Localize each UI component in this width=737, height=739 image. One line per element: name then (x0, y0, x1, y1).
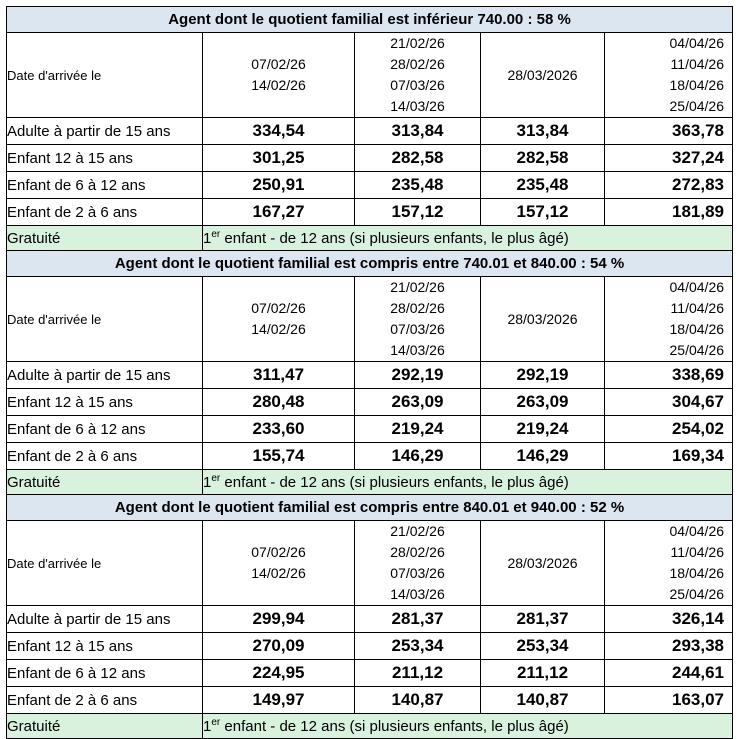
date-value: 04/04/26 (669, 523, 725, 539)
dates-row (7, 277, 733, 362)
ordinal-number: 1 (203, 229, 212, 247)
rate-table-2 (6, 250, 733, 495)
date-cell-2 (355, 277, 481, 362)
row-label: Enfant 12 à 15 ans (7, 389, 203, 416)
dates-row (7, 521, 733, 606)
date-value: 14/03/26 (390, 586, 445, 602)
free-row (7, 226, 733, 251)
price-cell: 157,12 (481, 199, 605, 226)
table-title: Agent dont le quotient familial est compris entre 840.01 et 940.00 : 52 % (7, 495, 733, 521)
table-row (7, 389, 733, 416)
ordinal-number: 1 (203, 473, 212, 491)
row-label: Enfant de 6 à 12 ans (7, 660, 203, 687)
price-cell: 282,58 (355, 145, 481, 172)
date-cell-1 (203, 33, 355, 118)
ordinal-number: 1 (203, 717, 212, 735)
date-cell-1 (203, 277, 355, 362)
date-value: 18/04/26 (669, 565, 725, 581)
table-row (7, 362, 733, 389)
date-value: 11/04/26 (670, 300, 725, 316)
row-label: Adulte à partir de 15 ans (7, 362, 203, 389)
price-cell: 293,38 (605, 633, 733, 660)
dates-row (7, 33, 733, 118)
price-cell: 253,34 (355, 633, 481, 660)
free-label: Gratuité (7, 470, 203, 495)
date-value: 25/04/26 (669, 342, 725, 358)
price-cell: 235,48 (481, 172, 605, 199)
free-description (203, 470, 733, 495)
rate-table-3 (6, 494, 733, 739)
date-value: 18/04/26 (669, 77, 724, 93)
price-cell: 281,37 (481, 606, 605, 633)
price-cell: 224,95 (203, 660, 355, 687)
date-value: 07/03/26 (390, 321, 445, 337)
date-value: 14/02/26 (251, 321, 306, 337)
date-cell-2 (355, 521, 481, 606)
date-value: 14/03/26 (390, 342, 445, 358)
free-label: Gratuité (7, 714, 203, 739)
price-cell: 263,09 (481, 389, 605, 416)
price-cell: 254,02 (605, 416, 733, 443)
date-value: 07/02/26 (251, 300, 306, 316)
date-value: 04/04/26 (669, 35, 724, 51)
date-cell-4 (605, 521, 733, 606)
price-cell: 304,67 (605, 389, 733, 416)
price-cell: 211,12 (481, 660, 605, 687)
free-text: enfant - de 12 ans (si plusieurs enfants, le plus âgé) (220, 229, 569, 247)
date-value: 18/04/26 (669, 321, 725, 337)
price-cell: 292,19 (355, 362, 481, 389)
ordinal-suffix: er (211, 716, 221, 728)
date-value: 21/02/26 (390, 35, 445, 51)
date-value: 28/03/2026 (507, 310, 578, 327)
date-value: 07/03/26 (390, 565, 445, 581)
arrival-label: Date d'arrivée le (7, 277, 203, 362)
price-cell: 244,61 (605, 660, 733, 687)
date-value: 28/02/26 (390, 544, 445, 560)
date-value: 11/04/26 (670, 544, 725, 560)
date-value: 21/02/26 (390, 523, 445, 539)
date-cell-1 (203, 521, 355, 606)
date-value: 07/02/26 (251, 56, 306, 72)
date-cell-2 (355, 33, 481, 118)
price-cell: 149,97 (203, 687, 355, 714)
ordinal-suffix: er (211, 472, 221, 484)
price-cell: 140,87 (481, 687, 605, 714)
row-label: Enfant de 2 à 6 ans (7, 199, 203, 226)
free-description (203, 714, 733, 739)
ordinal-suffix: er (211, 228, 221, 240)
price-cell: 219,24 (355, 416, 481, 443)
date-cell-3 (481, 277, 605, 362)
date-value: 25/04/26 (669, 586, 725, 602)
price-cell: 167,27 (203, 199, 355, 226)
price-cell: 326,14 (605, 606, 733, 633)
row-label: Enfant de 6 à 12 ans (7, 416, 203, 443)
row-label: Adulte à partir de 15 ans (7, 606, 203, 633)
table-row (7, 416, 733, 443)
price-cell: 181,89 (605, 199, 733, 226)
price-cell: 338,69 (605, 362, 733, 389)
row-label: Enfant de 2 à 6 ans (7, 443, 203, 470)
table-row (7, 145, 733, 172)
date-value: 14/03/26 (390, 98, 445, 114)
price-cell: 311,47 (203, 362, 355, 389)
price-cell: 169,34 (605, 443, 733, 470)
table-row (7, 660, 733, 687)
price-cell: 281,37 (355, 606, 481, 633)
date-value: 28/02/26 (390, 300, 445, 316)
price-cell: 313,84 (481, 118, 605, 145)
price-cell: 253,34 (481, 633, 605, 660)
table-title: Agent dont le quotient familial est compris entre 740.01 et 840.00 : 54 % (7, 251, 733, 277)
price-cell: 219,24 (481, 416, 605, 443)
table-row (7, 172, 733, 199)
arrival-label: Date d'arrivée le (7, 33, 203, 118)
date-value: 21/02/26 (390, 279, 445, 295)
date-value: 28/03/2026 (507, 554, 578, 571)
price-cell: 146,29 (481, 443, 605, 470)
table-row (7, 118, 733, 145)
price-cell: 163,07 (605, 687, 733, 714)
date-value: 28/03/2026 (507, 66, 578, 83)
free-text: enfant - de 12 ans (si plusieurs enfants, le plus âgé) (220, 473, 569, 491)
price-cell: 299,94 (203, 606, 355, 633)
price-cell: 140,87 (355, 687, 481, 714)
row-label: Enfant de 2 à 6 ans (7, 687, 203, 714)
price-cell: 313,84 (355, 118, 481, 145)
free-row (7, 470, 733, 495)
date-value: 14/02/26 (251, 77, 306, 93)
price-cell: 270,09 (203, 633, 355, 660)
table-title: Agent dont le quotient familial est inférieur 740.00 : 58 % (7, 7, 733, 33)
free-row (7, 714, 733, 739)
table-header-row (7, 495, 733, 521)
price-cell: 334,54 (203, 118, 355, 145)
price-cell: 211,12 (355, 660, 481, 687)
table-header-row (7, 251, 733, 277)
date-value: 25/04/26 (669, 98, 724, 114)
row-label: Enfant de 6 à 12 ans (7, 172, 203, 199)
price-cell: 146,29 (355, 443, 481, 470)
row-label: Enfant 12 à 15 ans (7, 145, 203, 172)
date-value: 07/03/26 (390, 77, 445, 93)
arrival-label: Date d'arrivée le (7, 521, 203, 606)
table-row (7, 606, 733, 633)
price-cell: 272,83 (605, 172, 733, 199)
date-cell-3 (481, 521, 605, 606)
rate-table-1 (6, 6, 733, 251)
date-value: 04/04/26 (669, 279, 725, 295)
price-cell: 363,78 (605, 118, 733, 145)
row-label: Adulte à partir de 15 ans (7, 118, 203, 145)
date-cell-4 (605, 277, 733, 362)
table-header-row (7, 7, 733, 33)
price-cell: 327,24 (605, 145, 733, 172)
table-row (7, 199, 733, 226)
price-cell: 292,19 (481, 362, 605, 389)
free-label: Gratuité (7, 226, 203, 251)
price-cell: 280,48 (203, 389, 355, 416)
price-cell: 157,12 (355, 199, 481, 226)
price-cell: 263,09 (355, 389, 481, 416)
free-description (203, 226, 733, 251)
price-cell: 155,74 (203, 443, 355, 470)
date-value: 14/02/26 (251, 565, 306, 581)
price-cell: 301,25 (203, 145, 355, 172)
price-cell: 250,91 (203, 172, 355, 199)
table-row (7, 687, 733, 714)
price-cell: 235,48 (355, 172, 481, 199)
date-cell-4 (605, 33, 733, 118)
table-row (7, 633, 733, 660)
date-value: 28/02/26 (390, 56, 445, 72)
date-value: 07/02/26 (251, 544, 306, 560)
free-text: enfant - de 12 ans (si plusieurs enfants, le plus âgé) (220, 717, 569, 735)
price-cell: 233,60 (203, 416, 355, 443)
price-cell: 282,58 (481, 145, 605, 172)
row-label: Enfant 12 à 15 ans (7, 633, 203, 660)
table-row (7, 443, 733, 470)
date-value: 11/04/26 (670, 56, 724, 72)
date-cell-3 (481, 33, 605, 118)
